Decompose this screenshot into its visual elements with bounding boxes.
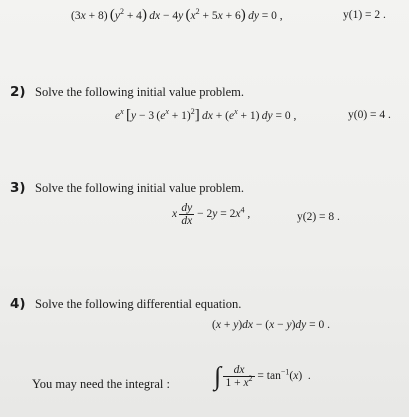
problem-2-equation: $e^x$ [y − 3 $(e^x + 1)^2$] dx + $(e^x + 1)$ dy = 0 ,	[115, 107, 297, 123]
problem-1-initial-condition: y(1) = 2 .	[343, 9, 386, 21]
problem-4-prompt: Solve the following differential equation.	[35, 297, 242, 311]
problem-3-equation: x $\frac{dy}{dx}$ − $2y = 2x^4$ ,	[172, 202, 251, 227]
problem-1-equation: (3x + 8) $(y^2 + 4)$ dx − 4y $(x^2 + 5x + 6)$ dy = 0 ,	[71, 7, 283, 23]
problem-3-initial-condition: y(2) = 8 .	[297, 211, 340, 223]
problem-2-prompt: Solve the following initial value problem.	[35, 85, 244, 99]
problem-3-prompt: Solve the following initial value problem.	[35, 181, 244, 195]
problem-3-number: 3)	[10, 180, 26, 196]
problem-2-number: 2)	[10, 84, 26, 100]
integral-hint-label: You may need the integral :	[32, 377, 170, 391]
problem-4-number: 4)	[10, 296, 26, 312]
problem-2-initial-condition: y(0) = 4 .	[348, 109, 391, 121]
problem-4-equation: (x + y)dx − (x − y)dy = 0 .	[212, 319, 331, 331]
integral-hint-formula: ∫ $\frac{dx}{1 + x^2}$ = $\tan^{-1}(x)$ .	[214, 361, 311, 391]
